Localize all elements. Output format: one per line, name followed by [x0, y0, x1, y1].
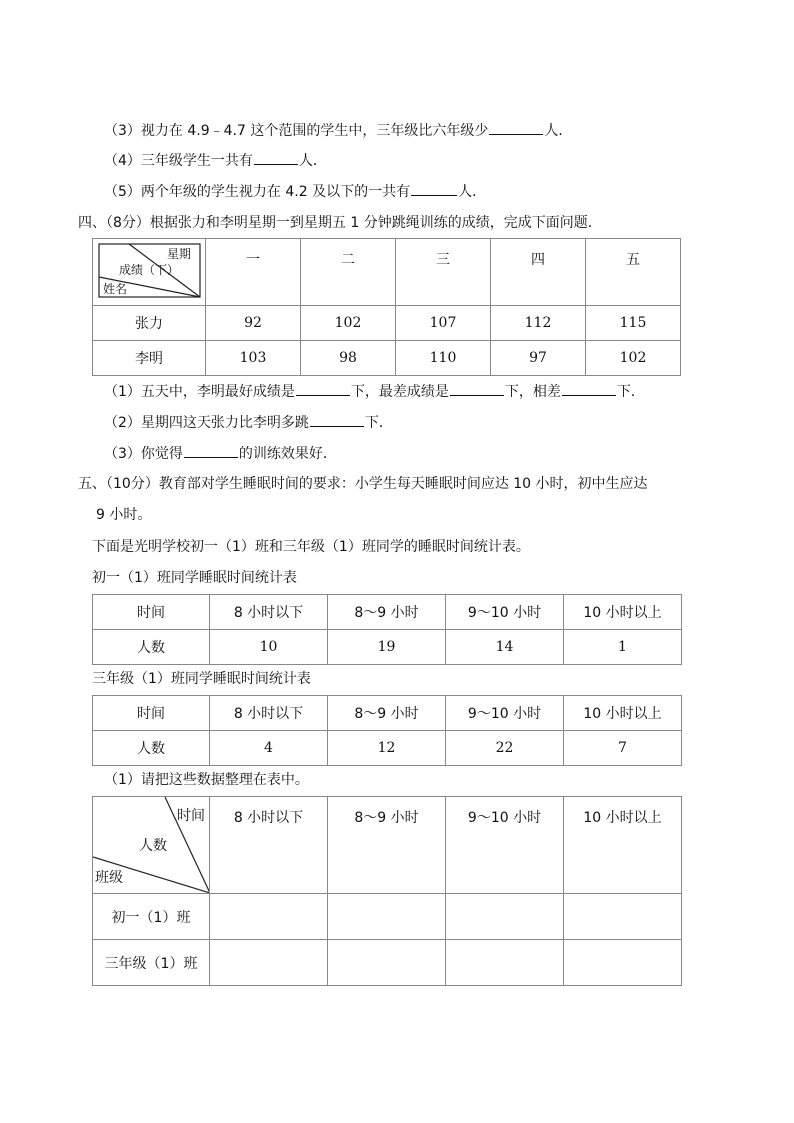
row-name: 张力: [93, 306, 206, 341]
header-label: 时间: [93, 595, 210, 630]
question-5-1: （1）请把这些数据整理在表中。: [104, 772, 309, 788]
question-text: （4）三年级学生一共有: [104, 153, 253, 169]
sleep-summary-table: [92, 796, 682, 986]
answer-blank[interactable]: [184, 443, 238, 458]
day-header: 一: [206, 239, 301, 306]
corner-label-time: 时间: [177, 808, 205, 824]
sleep-table-grade3: [92, 695, 682, 766]
table-row: [93, 894, 682, 940]
row-label: 初一（1）班: [93, 894, 210, 940]
answer-cell[interactable]: [210, 894, 328, 940]
column-header: 9～10 小时: [446, 595, 564, 630]
column-header: 10 小时以上: [564, 797, 682, 894]
section-5-intro: 下面是光明学校初一（1）班和三年级（1）班同学的睡眠时间统计表。: [92, 539, 530, 555]
count-cell: 4: [210, 731, 328, 766]
score-cell: 98: [301, 341, 396, 376]
row-label: 人数: [93, 731, 210, 766]
column-header: 8～9 小时: [328, 595, 446, 630]
score-cell: 92: [206, 306, 301, 341]
count-cell: 1: [564, 630, 682, 665]
header-label: 时间: [93, 696, 210, 731]
column-header: 9～10 小时: [446, 797, 564, 894]
row-label: 人数: [93, 630, 210, 665]
answer-cell[interactable]: [564, 894, 682, 940]
count-cell: 7: [564, 731, 682, 766]
section-4-title: 四、（8分）根据张力和李明星期一到星期五 1 分钟跳绳训练的成绩，完成下面问题．: [78, 215, 602, 231]
score-cell: 102: [301, 306, 396, 341]
answer-blank[interactable]: [411, 181, 457, 196]
question-text: 人．: [458, 184, 487, 200]
score-cell: 103: [206, 341, 301, 376]
answer-cell[interactable]: [446, 940, 564, 986]
diagonal-header-cell: [93, 797, 210, 894]
question-3-4: [104, 150, 327, 171]
column-header: 10 小时以上: [564, 595, 682, 630]
answer-blank[interactable]: [489, 120, 543, 135]
answer-cell[interactable]: [210, 940, 328, 986]
count-cell: 10: [210, 630, 328, 665]
column-header: 8～9 小时: [328, 696, 446, 731]
corner-label-score: 成绩（下）: [119, 263, 180, 277]
count-cell: 14: [446, 630, 564, 665]
score-cell: 115: [586, 306, 681, 341]
table-row: [93, 731, 682, 766]
question-3-3: [104, 120, 572, 141]
row-name: 李明: [93, 341, 206, 376]
answer-cell[interactable]: [328, 894, 446, 940]
sleep-table-grade7: [92, 594, 682, 665]
section-5-title-cont: 9 小时。: [96, 507, 152, 523]
table-row: [93, 306, 681, 341]
score-cell: 102: [586, 341, 681, 376]
day-header: 三: [396, 239, 491, 306]
question-text: 人．: [298, 153, 327, 169]
question-text: （1）五天中，李明最好成绩是: [104, 384, 295, 400]
diagonal-header-cell: [93, 239, 206, 306]
answer-blank[interactable]: [296, 381, 350, 396]
jump-rope-table: [92, 238, 681, 376]
table-row: [93, 630, 682, 665]
answer-cell[interactable]: [446, 894, 564, 940]
table2-caption: 三年级（1）班同学睡眠时间统计表: [92, 671, 311, 687]
day-header: 五: [586, 239, 681, 306]
question-text: （5）两个年级的学生视力在 4.2 及以下的一共有: [104, 184, 411, 200]
corner-label-name: 姓名: [103, 282, 128, 296]
question-4-3: [104, 443, 337, 464]
answer-cell[interactable]: [328, 940, 446, 986]
column-header: 8～9 小时: [328, 797, 446, 894]
question-text: （3）视力在 4.9﹣4.7 这个范围的学生中，三年级比六年级少: [104, 123, 489, 139]
score-cell: 107: [396, 306, 491, 341]
question-text: （3）你觉得: [104, 446, 183, 462]
score-cell: 110: [396, 341, 491, 376]
day-header: 四: [491, 239, 586, 306]
question-text: 的训练效果好．: [238, 446, 337, 462]
count-cell: 19: [328, 630, 446, 665]
answer-blank[interactable]: [450, 381, 504, 396]
score-cell: 112: [491, 306, 586, 341]
question-text: （2）星期四这天张力比李明多跳: [104, 415, 309, 431]
section-5-title: 五、（10分）教育部对学生睡眠时间的要求：小学生每天睡眠时间应达 10 小时，初中生应达: [78, 476, 648, 492]
count-cell: 12: [328, 731, 446, 766]
column-header: 9～10 小时: [446, 696, 564, 731]
corner-label-week: 星期: [167, 247, 192, 261]
table-row: [93, 341, 681, 376]
answer-blank[interactable]: [562, 381, 616, 396]
column-header: 8 小时以下: [210, 696, 328, 731]
day-header: 二: [301, 239, 396, 306]
count-cell: 22: [446, 731, 564, 766]
corner-label-count: 人数: [139, 838, 167, 854]
question-text: 下，相差: [504, 384, 561, 400]
question-text: 下，最差成绩是: [350, 384, 449, 400]
question-text: 人．: [544, 123, 573, 139]
question-4-2: [104, 412, 393, 433]
table-row: [93, 940, 682, 986]
column-header: 8 小时以下: [210, 797, 328, 894]
question-text: 下．: [364, 415, 393, 431]
column-header: 10 小时以上: [564, 696, 682, 731]
answer-cell[interactable]: [564, 940, 682, 986]
question-4-1: [104, 381, 645, 402]
answer-blank[interactable]: [310, 412, 364, 427]
column-header: 8 小时以下: [210, 595, 328, 630]
question-3-5: [104, 181, 486, 202]
row-label: 三年级（1）班: [93, 940, 210, 986]
answer-blank[interactable]: [254, 150, 298, 165]
score-cell: 97: [491, 341, 586, 376]
corner-label-class: 班级: [95, 870, 123, 886]
table1-caption: 初一（1）班同学睡眠时间统计表: [92, 570, 297, 586]
question-text: 下．: [616, 384, 645, 400]
